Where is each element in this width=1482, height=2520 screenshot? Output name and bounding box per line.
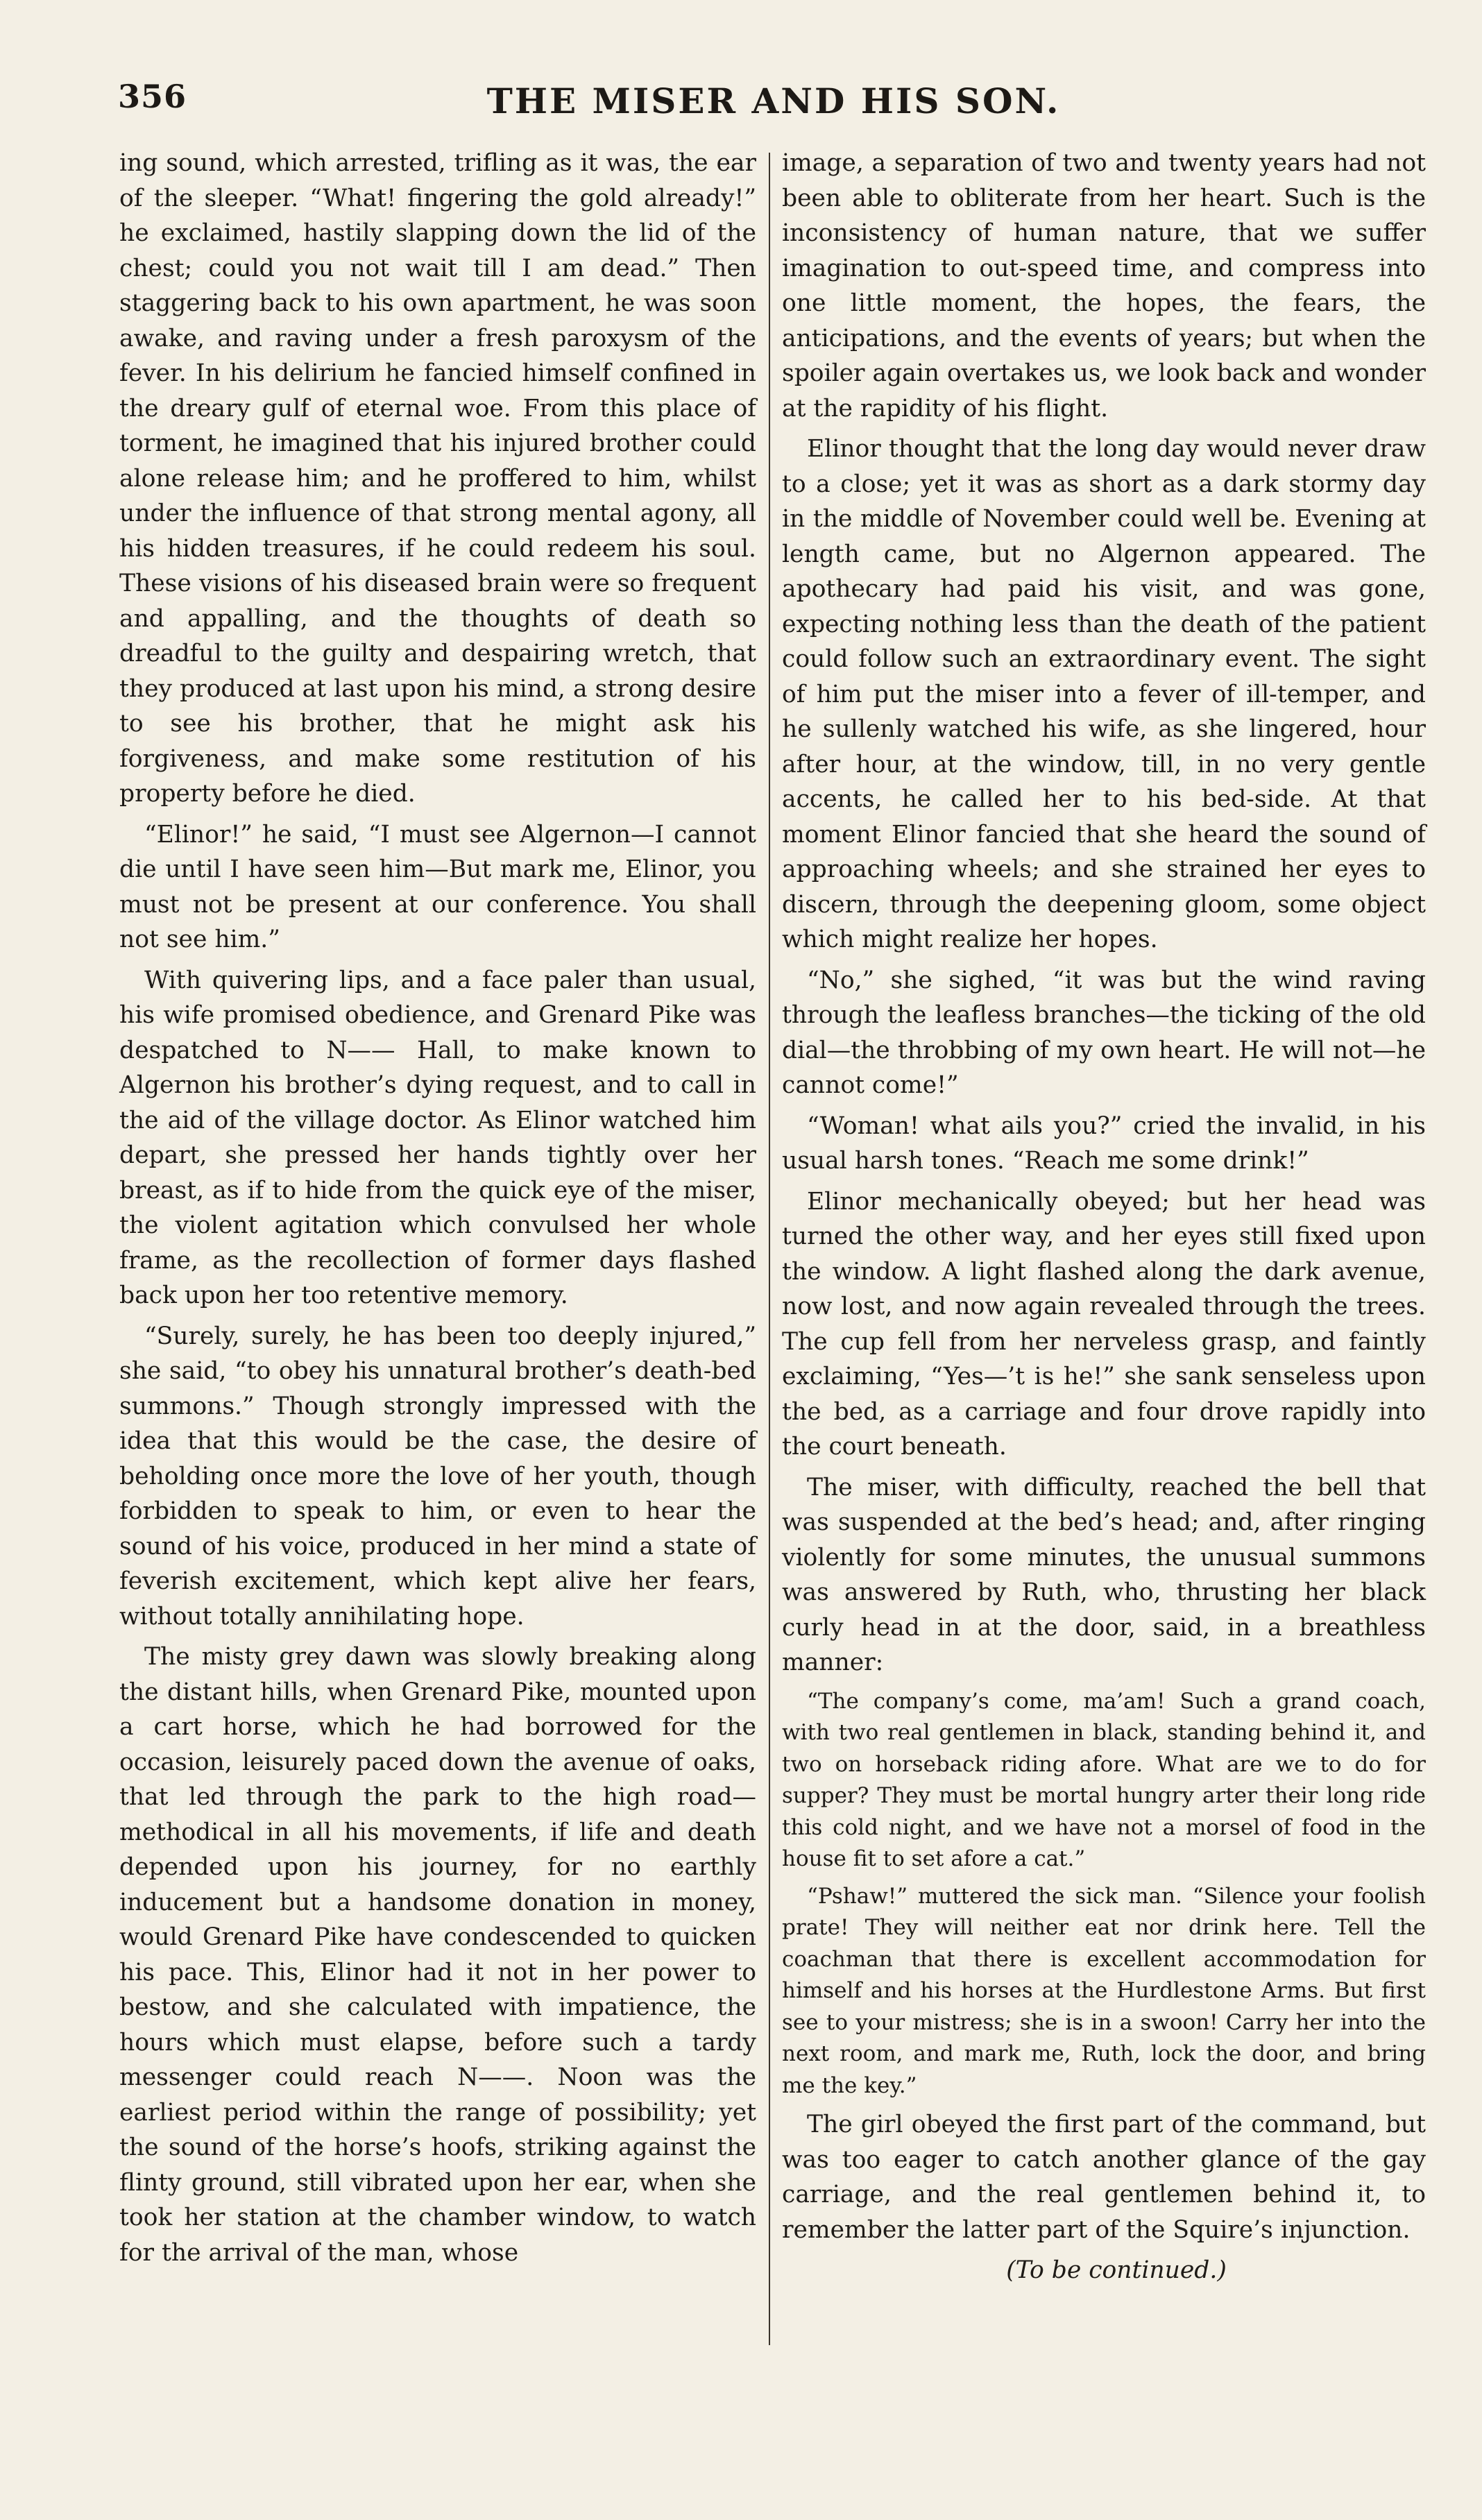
paragraph: With quivering lips, and a face paler than usual, his wife promised obedience, and Grenard Pike was despatched to N—— Hall, to make known to Algernon his brother’s dying request, and to call in the aid of the village doctor. As Elinor watched him depart, she pressed her hands tightly over her breast, as if to hide from the quick eye of the miser, the violent agitation which convulsed her whole frame, as the recollection of former days flashed back upon her too retentive memory.: [119, 966, 756, 1309]
paragraph: The miser, with difficulty, reached the bell that was suspended at the bed’s head; and, after ringing violently for some minutes, the unusual summons was answered by Ruth, who, thrusting her black curly head in at the door, said, in a breathless manner:: [782, 1473, 1426, 1676]
paragraph: “The company’s come, ma’am! Such a grand coach, with two real gentlemen in black, standing behind it, and two on horseback riding afore. What are we to do for supper? They must be mortal hungry arter their long ride this cold night, and we have not a morsel of food in the house fit to set afore a cat.”: [782, 1688, 1426, 1871]
paragraph: “Woman! what ails you?” cried the invalid, in his usual harsh tones. “Reach me some drink!”: [782, 1112, 1426, 1175]
page-number: 356: [118, 78, 187, 115]
column-divider: [769, 153, 770, 2345]
paragraph: image, a separation of two and twenty years had not been able to obliterate from her heart. Such is the inconsistency of human nature, that we suffer imagination to out-speed time, and compress into one little moment, the hopes, the fears, the anticipations, and the events of years; but when the spoiler again overtakes us, we look back and wonder at the rapidity of his flight.: [782, 149, 1426, 423]
left-column: [119, 146, 756, 2276]
paragraph: “Pshaw!” muttered the sick man. “Silence your foolish prate! They will neither eat nor drink here. Tell the coachman that there is excellent accommodation for himself and his horses at the Hurdlestone Arms. But first see to your mistress; she is in a swoon! Carry her into the next room, and mark me, Ruth, lock the door, and bring me the key.”: [782, 1883, 1426, 2098]
paragraph: The misty grey dawn was slowly breaking along the distant hills, when Grenard Pike, mounted upon a cart horse, which he had borrowed for the occasion, leisurely paced down the avenue of oaks, that led through the park to the high road—methodical in all his movements, if life and death depended upon his journey, for no earthly inducement but a handsome donation in money, would Grenard Pike have condescended to quicken his pace. This, Elinor had it not in her power to bestow, and she calculated with impatience, the hours which must elapse, before such a tardy messenger could reach N——. Noon was the earliest period within the range of possibility; yet the sound of the horse’s hoofs, striking against the flinty ground, still vibrated upon her ear, when she took her station at the chamber window, to watch for the arrival of the man, whose: [119, 1643, 756, 2267]
to-be-continued: (To be continued.): [1006, 2256, 1227, 2284]
paragraph: Elinor mechanically obeyed; but her head was turned the other way, and her eyes still fixed upon the window. A light flashed along the dark avenue, now lost, and now again revealed through the trees. The cup fell from her nerveless grasp, and faintly exclaiming, “Yes—’t is he!” she sank senseless upon the bed, as a carriage and four drove rapidly into the court beneath.: [782, 1187, 1426, 1461]
paragraph: The girl obeyed the first part of the command, but was too eager to catch another glance of the gay carriage, and the real gentlemen behind it, to remember the latter part of the Squire’s injunction.: [782, 2111, 1426, 2244]
right-column: [782, 146, 1426, 2294]
paragraph: Elinor thought that the long day would never draw to a close; yet it was as short as a dark stormy day in the middle of November could well be. Evening at length came, but no Algernon appeared. The apothecary had paid his visit, and was gone, expecting nothing less than the death of the patient could follow such an extraordinary event. The sight of him put the miser into a fever of ill-temper, and he sullenly watched his wife, as she lingered, hour after hour, at the window, till, in no very gentle accents, he called her to his bed-side. At that moment Elinor fancied that she heard the sound of approaching wheels; and she strained her eyes to discern, through the deepening gloom, some object which might realize her hopes.: [782, 435, 1426, 953]
paragraph: ing sound, which arrested, trifling as it was, the ear of the sleeper. “What! fingering the gold already!” he exclaimed, hastily slapping down the lid of the chest; could you not wait till I am dead.” Then staggering back to his own apartment, he was soon awake, and raving under a fresh paroxysm of the fever. In his delirium he fancied himself confined in the dreary gulf of eternal woe. From this place of torment, he imagined that his injured brother could alone release him; and he proffered to him, whilst under the influence of that strong mental agony, all his hidden treasures, if he could redeem his soul. These visions of his diseased brain were so frequent and appalling, and the thoughts of death so dreadful to the guilty and despairing wretch, that they produced at last upon his mind, a strong desire to see his brother, that he might ask his forgiveness, and make some restitution of his property before he died.: [119, 149, 756, 808]
running-title: THE MISER AND HIS SON.: [486, 80, 1061, 121]
paragraph: “No,” she sighed, “it was but the wind raving through the leafless branches—the ticking of the old dial—the throbbing of my own heart. He will not—he cannot come!”: [782, 966, 1426, 1099]
page-header: [118, 78, 1429, 133]
paragraph: “Surely, surely, he has been too deeply injured,” she said, “to obey his unnatural brother’s death-bed summons.” Though strongly impressed with the idea that this would be the case, the desire of beholding once more the love of her youth, though forbidden to speak to him, or even to hear the sound of his voice, produced in her mind a state of feverish excitement, which kept alive her fears, without totally annihilating hope.: [119, 1322, 756, 1631]
paragraph: “Elinor!” he said, “I must see Algernon—I cannot die until I have seen him—But mark me, Elinor, you must not be present at our conference. You shall not see him.”: [119, 820, 756, 953]
